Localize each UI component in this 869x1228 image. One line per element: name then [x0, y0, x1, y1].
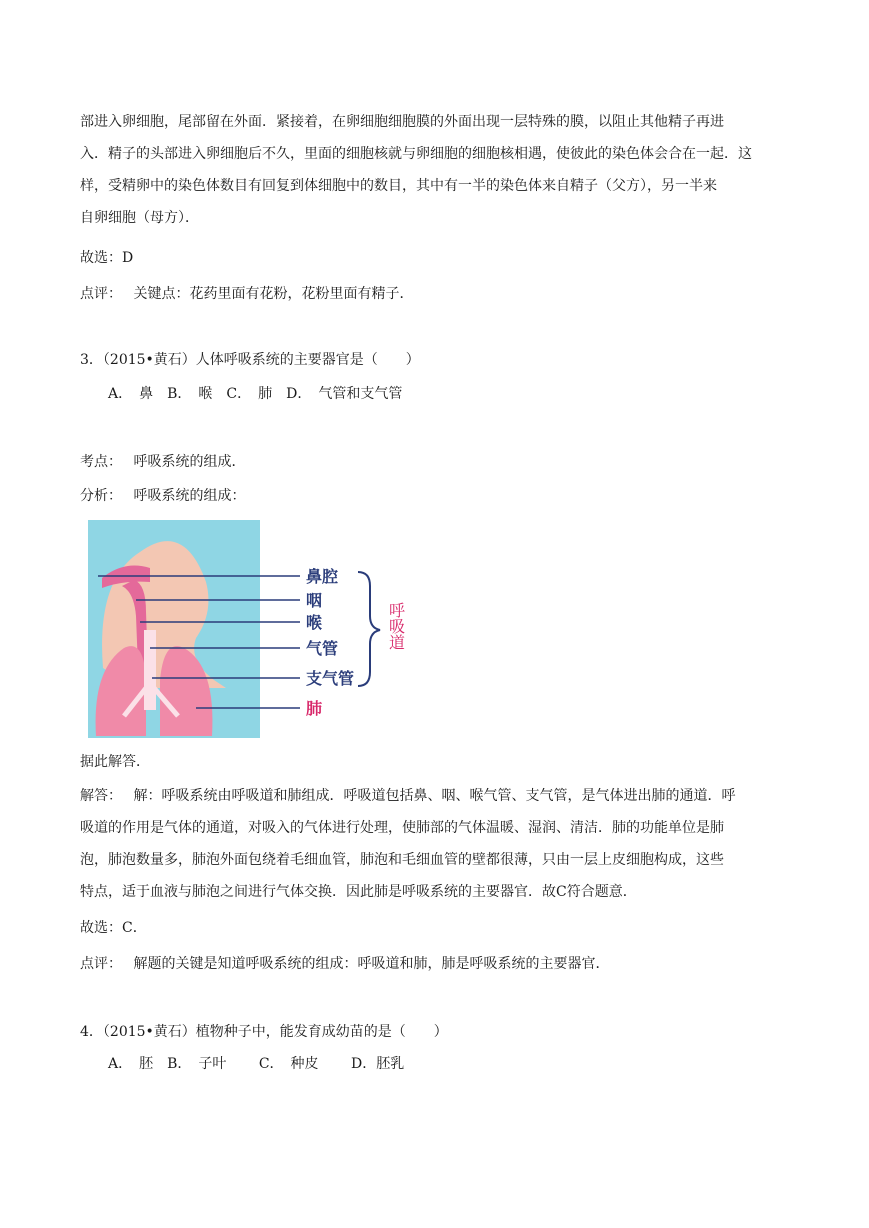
jieda-line-1: 解答： 解：呼吸系统由呼吸道和肺组成．呼吸道包括鼻、咽、喉气管、支气管，是气体进出肺的通道．呼 — [80, 788, 736, 804]
jieda-line-3: 泡，肺泡数量多，肺泡外面包绕着毛细血管，肺泡和毛细血管的壁都很薄，只由一层上皮细胞构成，这些 — [80, 852, 724, 868]
question-4-options: A． 胚 B． 子叶 C． 种皮 D．胚乳 — [108, 1056, 405, 1072]
label-pharynx: 咽 — [306, 591, 323, 610]
continuation-line-3: 样，受精卵中的染色体数目有回复到体细胞中的数目，其中有一半的染色体来自精子（父方），另一半来 — [80, 178, 717, 194]
label-lung: 肺 — [306, 699, 323, 718]
airway-brace — [358, 572, 380, 686]
label-airway: 呼吸道 — [386, 602, 406, 650]
continuation-line-4: 自卵细胞（母方）． — [80, 210, 199, 226]
trachea-shape — [144, 630, 156, 710]
answer-q2: 故选：D — [80, 250, 134, 266]
fenxi-q3: 分析： 呼吸系统的组成： — [80, 488, 246, 504]
question-3-stem: 3．（2015•黄石）人体呼吸系统的主要器官是（ ） — [80, 352, 420, 368]
respiratory-system-diagram — [88, 520, 438, 738]
kaodian-q3: 考点： 呼吸系统的组成． — [80, 454, 246, 470]
comment-q2: 点评： 关键点：花药里面有花粉，花粉里面有精子． — [80, 286, 414, 302]
label-trachea: 气管 — [306, 639, 339, 658]
label-bronchus: 支气管 — [306, 669, 355, 688]
question-4-stem: 4．（2015•黄石）植物种子中，能发育成幼苗的是（ ） — [80, 1024, 448, 1040]
continuation-line-1: 部进入卵细胞，尾部留在外面．紧接着，在卵细胞细胞膜的外面出现一层特殊的膜，以阻止其他精子再进 — [80, 114, 724, 130]
label-nasal-cavity: 鼻腔 — [306, 567, 339, 586]
continuation-line-2: 入．精子的头部进入卵细胞后不久，里面的细胞核就与卵细胞的细胞核相遇，使彼此的染色体会合在一起．这 — [80, 146, 752, 162]
question-3-options: A． 鼻 B． 喉 C． 肺 D． 气管和支气管 — [108, 386, 403, 402]
jieda-line-2: 吸道的作用是气体的通道，对吸入的气体进行处理，使肺部的气体温暖、湿润、清洁．肺的功能单位是肺 — [80, 820, 724, 836]
label-larynx: 喉 — [306, 613, 323, 632]
answer-q3: 故选：C． — [80, 920, 147, 936]
comment-q3: 点评： 解题的关键是知道呼吸系统的组成：呼吸道和肺，肺是呼吸系统的主要器官． — [80, 956, 610, 972]
after-figure-text: 据此解答． — [80, 754, 150, 770]
jieda-line-4: 特点，适于血液与肺泡之间进行气体交换．因此肺是呼吸系统的主要器官．故C符合题意． — [80, 884, 637, 900]
